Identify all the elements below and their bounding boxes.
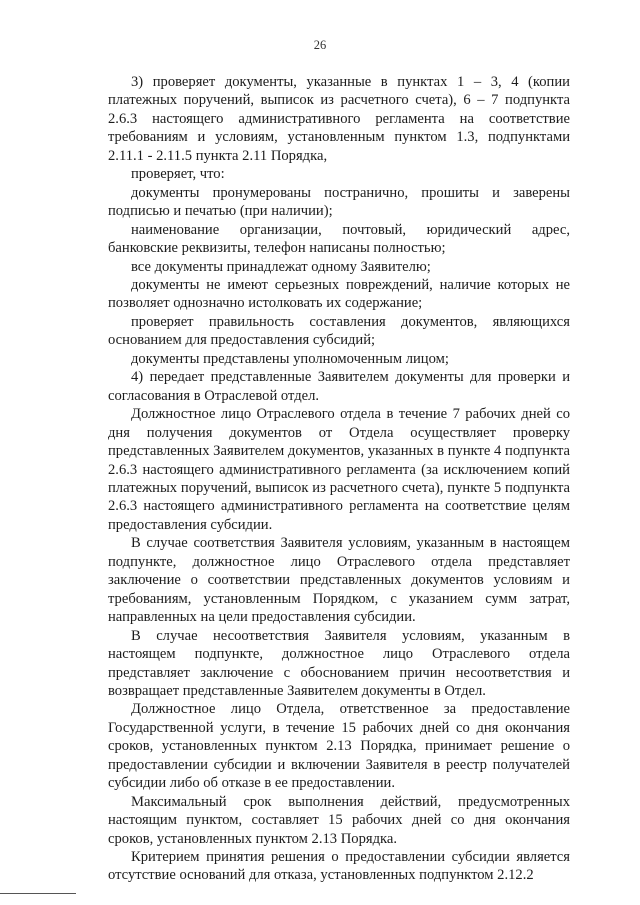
paragraph: документы представлены уполномоченным лицом; [131, 350, 449, 367]
bottom-rule [0, 893, 76, 894]
paragraph: документы пронумерованы постранично, прошиты и заверены подписью и печатью (при наличии); [108, 184, 570, 220]
page-number: 26 [313, 38, 327, 52]
paragraph: В случае соответствия Заявителя условиям, указанным в настоящем подпункте, должностное лицо Отраслевого отдела представляет заключение о соответствии представленных документов условиям и требованиям, установленным Порядком, с указанием сумм затрат, направленных на цели предоставления субсидии. [108, 535, 570, 626]
document-body [108, 73, 570, 885]
paragraph: Максимальный срок выполнения действий, предусмотренных настоящим пунктом, составляет 15 рабочих дней со дня окончания сроков, установленных пунктом 2.13 Порядка. [108, 793, 570, 847]
paragraph: документы не имеют серьезных повреждений, наличие которых не позволяет однозначно истолковать их содержание; [108, 276, 570, 312]
paragraph: Должностное лицо Отдела, ответственное за предоставление Государственной услуги, в течение 15 рабочих дней со дня окончания сроков, установленных пунктом 2.13 Порядка, принимает решение о предоставлении субсидии и включении Заявителя в реестр получателей субсидии либо об отказе в ее предоставлении. [108, 701, 570, 792]
paragraph: 4) передает представленные Заявителем документы для проверки и согласования в Отраслевой отдел. [108, 369, 570, 404]
paragraph: наименование организации, почтовый, юридический адрес, банковские реквизиты, телефон написаны полностью; [108, 221, 570, 257]
paragraph: В случае несоответствия Заявителя условиям, указанным в настоящем подпункте, должностное лицо Отраслевого отдела представляет заключение с обоснованием причин несоответствия и возвращает представленные Заявителем документы в Отдел. [108, 627, 570, 699]
paragraph: 3) проверяет документы, указанные в пунктах 1 – 3, 4 (копии платежных поручений, выписок из расчетного счета), 6 – 7 подпункта 2.6.3 настоящего административного регламента на соответствие требованиям и условиям, установленным пунктом 1.3, подпунктами 2.11.1 - 2.11.5 пункта 2.11 Порядка, [108, 74, 570, 164]
paragraph: Критерием принятия решения о предоставлении субсидии является отсутствие оснований для отказа, установленных подпунктом 2.12.2 [108, 849, 570, 884]
paragraph: проверяет, что: [131, 166, 225, 183]
paragraph: Должностное лицо Отраслевого отдела в течение 7 рабочих дней со дня получения документов от Отдела осуществляет проверку представленных Заявителем документов, указанных в пункте 4 подпункта 2.6.3 настоящего административного регламента (за исключением копий платежных поручений, выписок из расчетного счета), пункте 5 подпункта 2.6.3 настоящего административного регламента на соответствие целям предоставления субсидии. [108, 406, 570, 533]
paragraph: проверяет правильность составления документов, являющихся основанием для предоставления субсидий; [108, 313, 570, 349]
paragraph: все документы принадлежат одному Заявителю; [131, 258, 431, 275]
